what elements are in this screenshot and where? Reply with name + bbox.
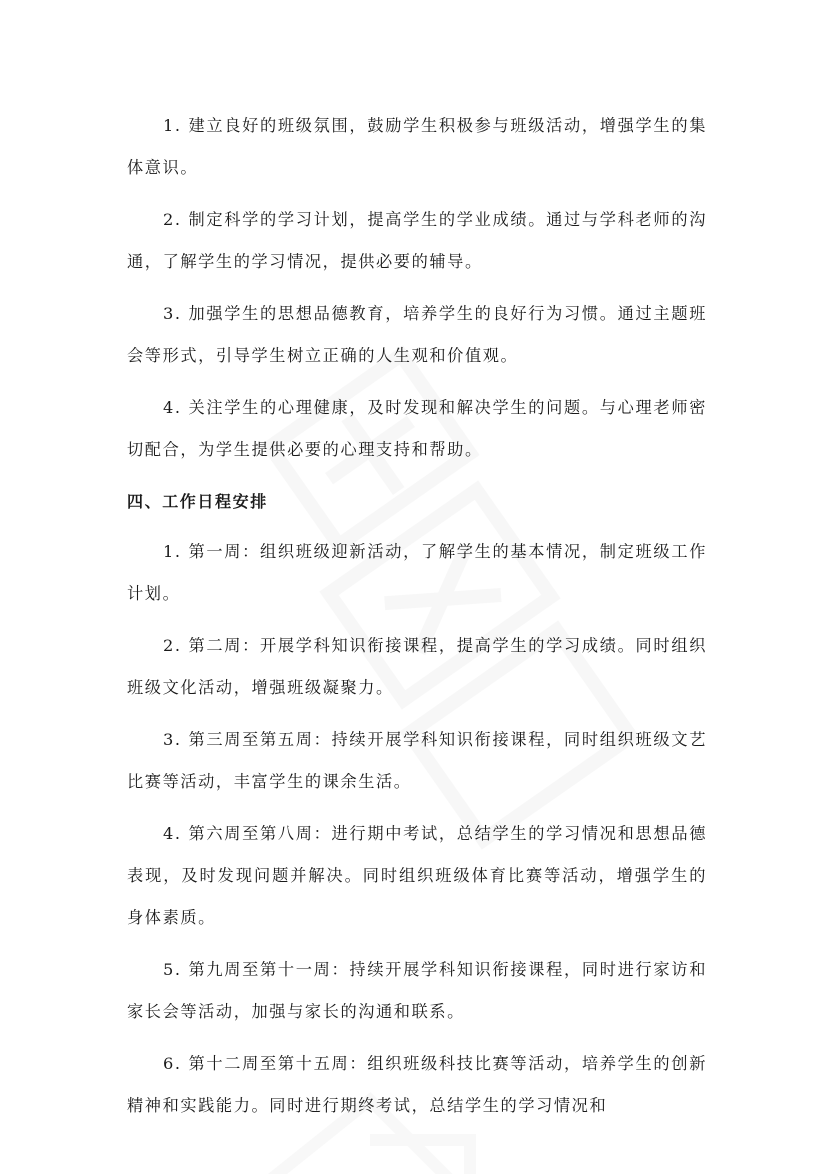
schedule-item-3: 3. 第三周至第五周：持续开展学科知识衔接课程，同时组织班级文艺比赛等活动，丰富学生的课余生活。 [127, 730, 707, 791]
schedule-item-2: 2. 第二周：开展学科知识衔接课程，提高学生的学习成绩。同时组织班级文化活动，增强班级凝聚力。 [127, 636, 707, 697]
schedule-item-6: 6. 第十二周至第十五周：组织班级科技比赛等活动，培养学生的创新精神和实践能力。同时进行期终考试，总结学生的学习情况和 [127, 1054, 707, 1115]
schedule-item-5: 5. 第九周至第十一周：持续开展学科知识衔接课程，同时进行家访和家长会等活动，加强与家长的沟通和联系。 [127, 960, 707, 1021]
schedule-item-1: 1. 第一周：组织班级迎新活动，了解学生的基本情况，制定班级工作计划。 [127, 542, 707, 603]
list-item-goal-2: 2. 制定科学的学习计划，提高学生的学业成绩。通过与学科老师的沟通，了解学生的学习情况，提供必要的辅导。 [127, 210, 707, 271]
list-item-goal-1: 1. 建立良好的班级氛围，鼓励学生积极参与班级活动，增强学生的集体意识。 [127, 116, 707, 177]
list-item-goal-4: 4. 关注学生的心理健康，及时发现和解决学生的问题。与心理老师密切配合，为学生提供必要的心理支持和帮助。 [127, 398, 707, 459]
document-body [127, 105, 707, 1127]
schedule-item-4: 4. 第六周至第八周：进行期中考试，总结学生的学习情况和思想品德表现，及时发现问题并解决。同时组织班级体育比赛等活动，增强学生的身体素质。 [127, 824, 707, 927]
list-item-goal-3: 3. 加强学生的思想品德教育，培养学生的良好行为习惯。通过主题班会等形式，引导学生树立正确的人生观和价值观。 [127, 304, 707, 365]
section-heading-schedule: 四、工作日程安排 [127, 492, 268, 511]
